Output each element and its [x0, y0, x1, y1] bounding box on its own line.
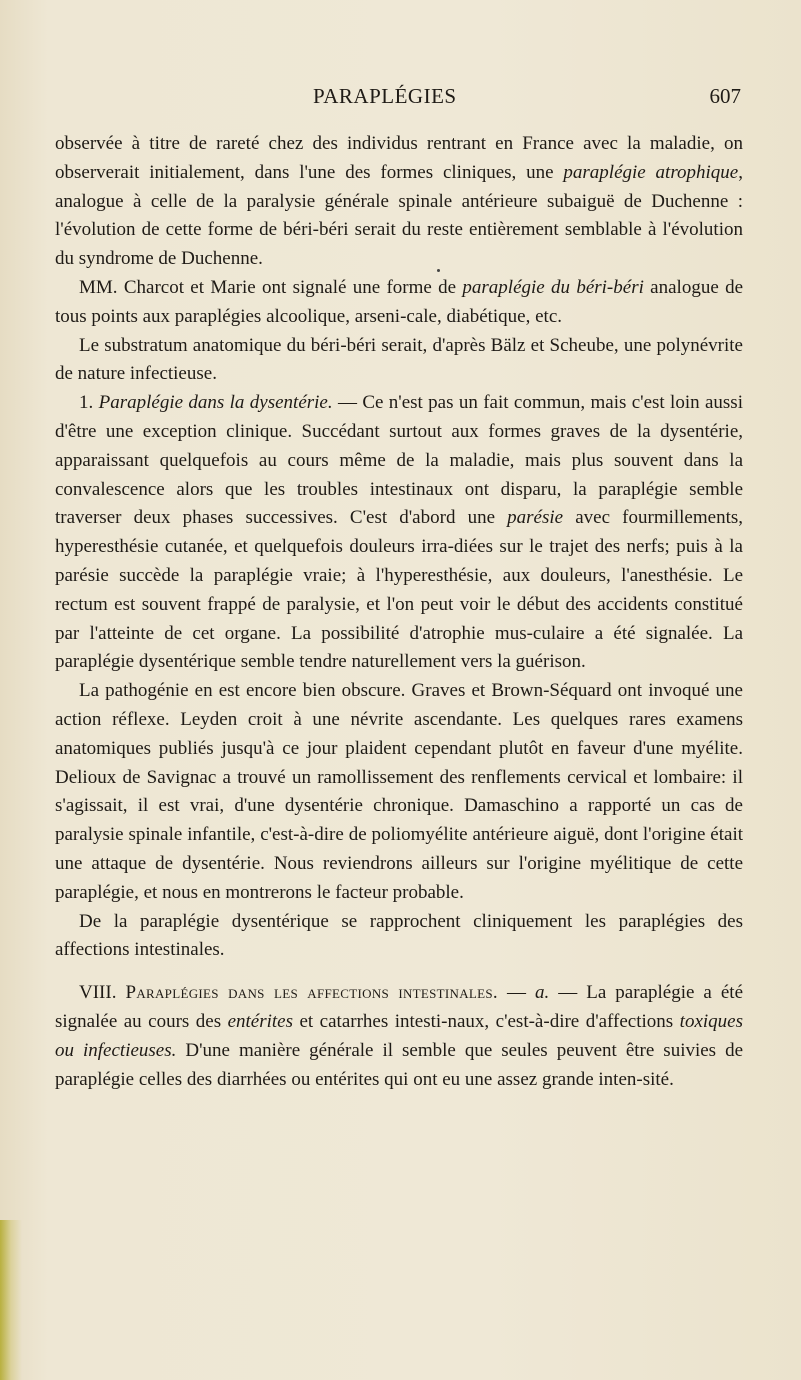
italic-subheading: Paraplégie dans la dysentérie. [98, 392, 333, 414]
section-letter: a. [535, 982, 550, 1004]
running-title: PARAPLÉGIES [313, 84, 457, 108]
paragraph-6: De la paraplégie dysentérique se rapprochent cliniquement les paraplégies des affections intestinales. [55, 910, 743, 961]
italic-term: toxiques ou infectieuses. [55, 1010, 743, 1061]
page-edge-stain [0, 1220, 22, 1380]
paragraph-3: Le substratum anatomique du béri-béri serait, d'après Bälz et Scheube, une polynévrite de nature infectieuse. [55, 334, 743, 385]
italic-term: parésie [507, 507, 564, 529]
italic-term: paraplégie atrophique [563, 161, 739, 183]
page-number: 607 [709, 84, 741, 108]
paragraph-1: observée à titre de rareté chez des individus rentrant en France avec la maladie, on observerait initialement, dans l'une des formes cliniques, une paraplégie atrophique, analogue à celle de la paralysie générale spinale antérieure subaiguë de Duchenne : l'évolution de cette forme de béri-béri serait du reste entièrement semblable à l'évolution du syndrome de Duchenne. [55, 133, 743, 270]
paragraph-2: MM. Charcot et Marie ont signalé une forme de paraplégie du béri-béri analogue de tous points aux paraplégies alcoolique, arseni-cale, diabétique, etc. [55, 276, 744, 327]
paragraph-5: La pathogénie en est encore bien obscure. Graves et Brown-Séquard ont invoqué une action réflexe. Leyden croit à une névrite ascendante. Les quelques rares examens anatomiques publiés jusqu'à ce jour plaident cependant plutôt en faveur d'une myélite. Delioux de Savignac a trouvé un ramollissement des renflements cervical et lombaire: il s'agissait, il est vrai, d'une dysentérie chronique. Damaschino a rapporté un cas de paralysie spinale infantile, c'est-à-dire de poliomyélite antérieure aiguë, dont l'origine était une attaque de dysentérie. Nous reviendrons ailleurs sur l'origine myélitique de cette paraplégie, et nous en montrerons le facteur probable. [55, 680, 743, 903]
paragraph-4: 1. Paraplégie dans la dysentérie. — Ce n'est pas un fait commun, mais c'est loin aussi d'être une exception clinique. Succédant surtout aux formes graves de la dysentérie, apparaissant quelquefois au cours même de la maladie, mais plus souvent dans la convalescence alors que les troubles intestinaux ont disparu, la paraplégie semble traverser deux phases successives. C'est d'abord une parésie avec fourmillements, hyperesthésie cutanée, et quelquefois douleurs irra-diées sur le trajet des nerfs; puis à la parésie succède la paraplégie vraie; à l'hyperesthésie, aux douleurs, l'anesthésie. Le rectum est souvent frappé de paralysie, et l'on peut voir le début des accidents constitué par l'atteinte de cet organe. La possibilité d'atrophie mus-culaire a été signalée. La paraplégie dysentérique semble tendre naturellement vers la guérison. [55, 392, 744, 673]
italic-term: entérites [227, 1010, 294, 1032]
body-text [55, 130, 743, 1094]
page-header [0, 84, 801, 114]
section-viii-paragraph: VIII. Paraplégies dans les affections intestinales. — a. — La paraplégie a été signalée au cours des entérites et catarrhes intesti-naux, c'est-à-dire d'affections toxiques ou infectieuses. D'une manière générale il semble que seules peuvent être suivies de paraplégie celles des diarrhées ou entérites qui ont eu une assez grande inten-sité. [55, 982, 744, 1090]
italic-term: paraplégie du béri-béri [462, 276, 644, 298]
section-heading: Paraplégies dans les affections intestinales. [125, 982, 498, 1004]
section-number: VIII. [79, 982, 126, 1004]
